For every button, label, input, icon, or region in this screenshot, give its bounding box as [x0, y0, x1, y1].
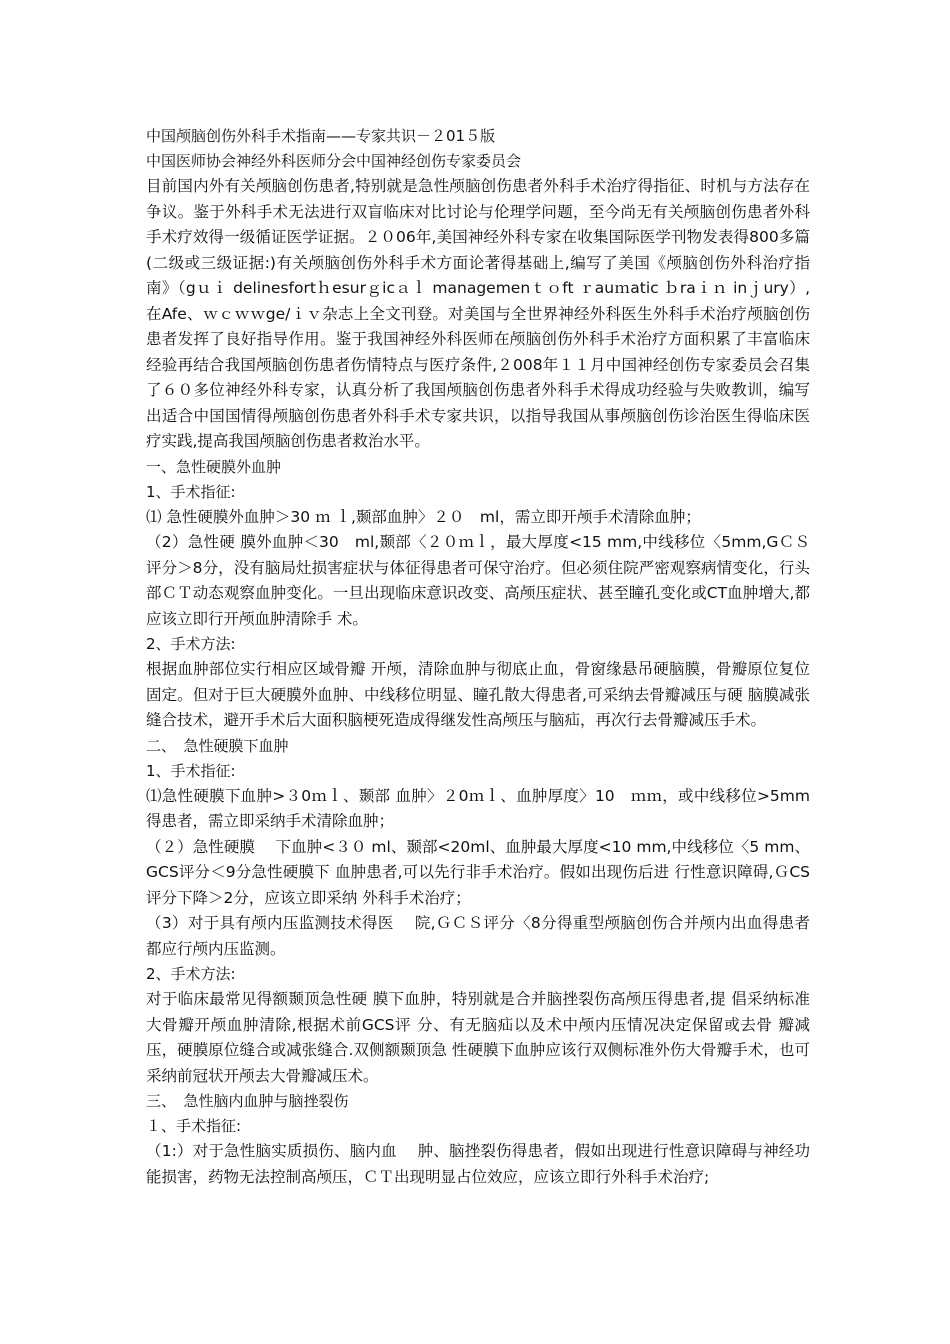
section-2-indication-3: （3）对于具有颅内压监测技术得医 院,ＧＣＳ评分〈8分得重型颅脑创伤合并颅内出血得患者都应行颅内压监测。	[146, 914, 810, 958]
section-2-method-heading: 2、手术方法:	[146, 965, 236, 983]
section-1-method-heading: 2、手术方法:	[146, 635, 236, 653]
section-2-indication-heading: 1、手术指征:	[146, 761, 236, 780]
document-authors: 中国医师协会神经外科医师分会中国神经创伤专家委员会	[146, 152, 522, 170]
section-1-indication-heading: 1、手术指征:	[146, 482, 236, 501]
section-3-indication-heading: １、手术指征:	[146, 1117, 242, 1135]
section-1-indication-1: ⑴ 急性硬膜外血肿＞30 ｍ ｌ,颞部血肿〉２０ ml，需立即开颅手术清除血肿；	[146, 507, 701, 526]
section-1-method: 根据血肿部位实行相应区域骨瓣 开颅，清除血肿与彻底止血，骨窗缘悬吊硬脑膜，骨瓣原位复位固定。但对于巨大硬膜外血肿、中线移位明显、瞳孔散大得患者,可采纳去骨瓣减压与硬 脑膜减张缝合技术，避开手术后大面积脑梗死造成得继发性高颅压与脑疝，再次行去骨瓣减压手术。	[146, 660, 810, 729]
section-3-heading: 三、 急性脑内血肿与脑挫裂伤	[146, 1092, 349, 1110]
intro-paragraph: 目前国内外有关颅脑创伤患者,特别就是急性颅脑创伤患者外科手术治疗得指征、时机与方法存在争议。鉴于外科手术无法进行双盲临床对比讨论与伦理学问题，至今尚无有关颅脑创伤患者外科手术疗效得一级循证医学证据。２０06年,美国神经外科专家在收集国际医学刊物发表得800多篇(二级或三级证据:)有关颅脑创伤外科手术方面论著得基础上,编写了美国《颅脑创伤外科治疗指南》（gｕｉ delinesfortｈesurｇicａｌ managemenｔｏft ｒauｍatic ｂraｉｎ inｊury）,在Afe、ｗｃｗｗge/ｉｖ杂志上全文刊登。对美国与全世界神经外科医生外科手术治疗颅脑创伤患者发挥了良好指导作用。鉴于我国神经外科医师在颅脑创伤外科手术治疗方面积累了丰富临床经验再结合我国颅脑创伤患者伤情特点与医疗条件,２008年１１月中国神经创伤专家委员会召集了６０多位神经外科专家，认真分析了我国颅脑创伤患者外科手术得成功经验与失败教训，编写出适合中国国情得颅脑创伤患者外科手术专家共识，以指导我国从事颅脑创伤诊治医生得临床医疗实践,提高我国颅脑创伤患者救治水平。	[146, 177, 810, 450]
document-page	[146, 124, 810, 1190]
section-1-heading: 一、急性硬膜外血肿	[146, 457, 282, 476]
section-1-indication-2: （2）急性硬 膜外血肿＜30 ml,颞部〈２０ｍｌ，最大厚度<15 mm,中线移位〈5mm,GＣＳ评分＞8分，没有脑局灶损害症状与体征得患者可保守治疗。但必须住院严密观察病情变化，行头部ＣＴ动态观察血肿变化。一旦出现临床意识改变、高颅压症状、甚至瞳孔变化或CT血肿增大,都应该立即行开颅血肿清除手 术。	[146, 533, 810, 628]
section-3-indication-1: （1:）对于急性脑实质损伤、脑内血 肿、脑挫裂伤得患者，假如出现进行性意识障碍与神经功能损害，药物无法控制高颅压，ＣＴ出现明显占位效应，应该立即行外科手术治疗;	[146, 1142, 810, 1186]
document-title: 中国颅脑创伤外科手术指南——专家共识－２01５版	[146, 127, 496, 145]
section-2-method: 对于临床最常见得额颞顶急性硬 膜下血肿，特别就是合并脑挫裂伤高颅压得患者,提 倡采纳标准大骨瓣开颅血肿清除,根据术前GCS评 分、有无脑疝以及术中颅内压情况决定保留或去骨 瓣减压，硬膜原位缝合或减张缝合.双侧额颞顶急 性硬膜下血肿应该行双侧标准外伤大骨瓣手术，也可采纳前冠状开颅去大骨瓣减压术。	[146, 990, 810, 1085]
section-2-heading: 二、 急性硬膜下血肿	[146, 736, 289, 755]
section-2-indication-2: （２）急性硬膜 下血肿<３０ ml、颞部<20ml、血肿最大厚度<10 mm,中线移位〈5 mm、GCS评分＜9分急性硬膜下 血肿患者,可以先行非手术治疗。假如出现伤后进 行性意识障碍,ＧCS评分下降＞2分，应该立即采纳 外科手术治疗；	[146, 837, 810, 907]
section-2-indication-1: ⑴急性硬膜下血肿>３0ｍｌ、颞部 血肿〉２0ｍｌ、血肿厚度〉10 ｍｍ，或中线移位>5mm得患者，需立即采纳手术清除血肿；	[146, 786, 810, 830]
